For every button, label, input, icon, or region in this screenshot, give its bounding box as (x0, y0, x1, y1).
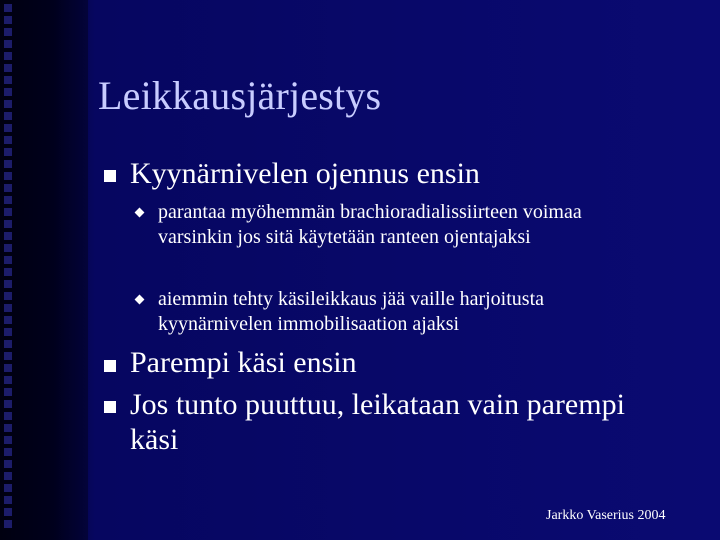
subbullet-1-line-2: varsinkin jos sitä käytetään ranteen ojentajaksi (158, 226, 531, 248)
decor-square (4, 124, 12, 132)
slide-title: Leikkausjärjestys (98, 73, 382, 118)
decor-square (4, 376, 12, 384)
decor-square (4, 64, 12, 72)
decor-square (4, 436, 12, 444)
decor-square (4, 388, 12, 396)
subbullet-2-line-1: aiemmin tehty käsileikkaus jää vaille harjoitusta (158, 288, 544, 310)
decor-square (4, 316, 12, 324)
square-bullet-icon (104, 360, 116, 372)
decor-square (4, 112, 12, 120)
decor-square (4, 208, 12, 216)
decor-square (4, 304, 12, 312)
decor-square (4, 160, 12, 168)
decor-square (4, 4, 12, 12)
decor-square (4, 232, 12, 240)
decor-square (4, 424, 12, 432)
decor-square (4, 136, 12, 144)
decor-square (4, 364, 12, 372)
decor-square (4, 472, 12, 480)
footer-author: Jarkko Vaserius 2004 (546, 508, 666, 523)
diamond-bullet-icon (135, 208, 145, 218)
decor-square (4, 340, 12, 348)
decor-square (4, 496, 12, 504)
decor-square (4, 244, 12, 252)
decor-square (4, 148, 12, 156)
decor-square (4, 520, 12, 528)
subbullet-2-line-2: kyynärnivelen immobilisaation ajaksi (158, 313, 460, 335)
decor-square (4, 100, 12, 108)
decor-square (4, 412, 12, 420)
decor-square (4, 352, 12, 360)
bullet-3-line-1: Jos tunto puuttuu, leikataan vain parempi (130, 388, 625, 421)
bullet-1-text: Kyynärnivelen ojennus ensin (130, 157, 480, 190)
square-bullet-icon (104, 401, 116, 413)
decor-square (4, 172, 12, 180)
decor-square (4, 16, 12, 24)
decor-square (4, 76, 12, 84)
decor-square (4, 196, 12, 204)
subbullet-1-line-1: parantaa myöhemmän brachioradialissiirteen voimaa (158, 201, 582, 223)
decor-square (4, 88, 12, 96)
decor-square (4, 184, 12, 192)
decor-square (4, 40, 12, 48)
decor-square (4, 292, 12, 300)
decor-square-column (4, 4, 22, 536)
decor-square (4, 28, 12, 36)
decor-square (4, 52, 12, 60)
bullet-3-line-2: käsi (130, 423, 179, 456)
diamond-bullet-icon (135, 295, 145, 305)
decor-square (4, 256, 12, 264)
bullet-2-text: Parempi käsi ensin (130, 346, 357, 379)
decor-square (4, 448, 12, 456)
decor-square (4, 268, 12, 276)
decor-square (4, 220, 12, 228)
decor-square (4, 280, 12, 288)
decor-square (4, 460, 12, 468)
decor-square (4, 508, 12, 516)
square-bullet-icon (104, 170, 116, 182)
decor-square (4, 328, 12, 336)
left-decor-strip (0, 0, 88, 540)
decor-square (4, 484, 12, 492)
decor-square (4, 400, 12, 408)
